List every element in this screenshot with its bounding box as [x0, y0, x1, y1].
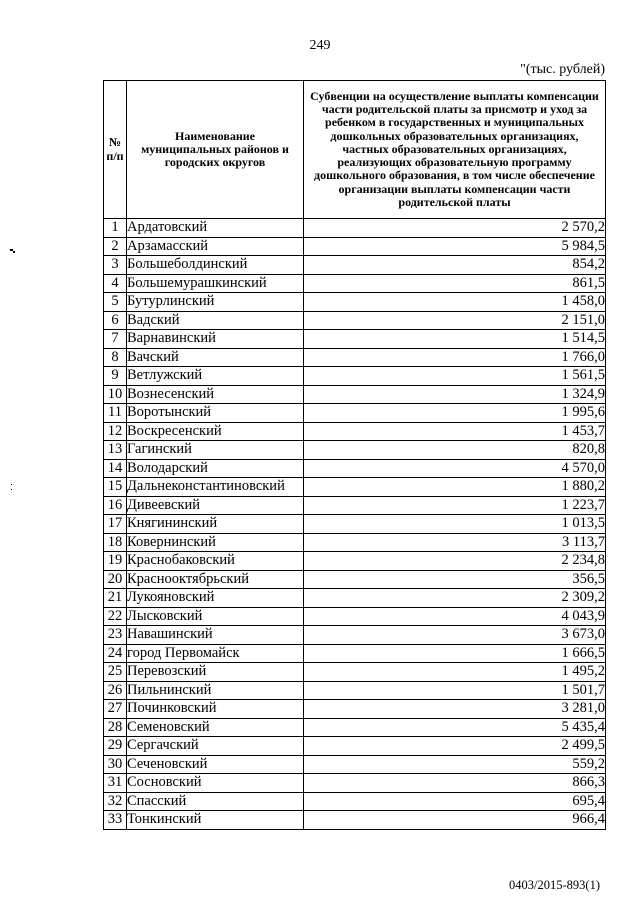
table-row	[104, 533, 606, 552]
table-row	[104, 293, 606, 312]
table-row	[104, 570, 606, 589]
district-name: Вадский	[127, 311, 304, 330]
subsidy-value: 2 309,2	[304, 589, 606, 608]
table-row	[104, 755, 606, 774]
table-row	[104, 496, 606, 515]
district-name: Ковернинский	[127, 533, 304, 552]
table-row	[104, 348, 606, 367]
scan-mark	[11, 489, 12, 490]
district-name: Дивеевский	[127, 496, 304, 515]
row-number: 13	[104, 441, 127, 460]
row-number: 21	[104, 589, 127, 608]
row-number: 9	[104, 367, 127, 386]
subsidy-value: 5 435,4	[304, 718, 606, 737]
subsidy-value: 1 458,0	[304, 293, 606, 312]
district-name: Варнавинский	[127, 330, 304, 349]
subsidy-value: 1 880,2	[304, 478, 606, 497]
subsidy-value: 1 666,5	[304, 644, 606, 663]
row-number: 14	[104, 459, 127, 478]
district-name: Спасский	[127, 792, 304, 811]
row-number: 6	[104, 311, 127, 330]
header-value: Субвенции на осуществление выплаты компенсации части родительской платы за присмотр и уход за ребенком в государственных и муниципальных дошкольных образовательных организациях, частных образовательных организациях, реализующих образовательную программу дошкольного образования, в том числе обеспечение организации выплаты компенсации части родительской платы	[304, 81, 606, 219]
table-row	[104, 441, 606, 460]
district-name: Лысковский	[127, 607, 304, 626]
table-row	[104, 422, 606, 441]
row-number: 27	[104, 700, 127, 719]
district-name: Сеченовский	[127, 755, 304, 774]
row-number: 3	[104, 256, 127, 275]
page-number: 249	[309, 38, 331, 53]
subsidy-value: 3 281,0	[304, 700, 606, 719]
units-note: "(тыс. рублей)	[520, 62, 605, 77]
district-name: Воротынский	[127, 404, 304, 423]
subsidy-value: 1 495,2	[304, 663, 606, 682]
subsidy-value: 4 570,0	[304, 459, 606, 478]
district-name: Большемурашкинский	[127, 274, 304, 293]
district-name: Большеболдинский	[127, 256, 304, 275]
header-num: № п/п	[104, 81, 127, 219]
row-number: 33	[104, 811, 127, 830]
table-row	[104, 219, 606, 238]
subsidy-value: 966,4	[304, 811, 606, 830]
row-number: 8	[104, 348, 127, 367]
scan-mark	[11, 484, 12, 485]
district-name: Бутурлинский	[127, 293, 304, 312]
row-number: 7	[104, 330, 127, 349]
table-row	[104, 515, 606, 534]
table-row	[104, 681, 606, 700]
district-name: Арзамасский	[127, 237, 304, 256]
document-code: 0403/2015-893(1)	[509, 878, 600, 892]
table-row	[104, 256, 606, 275]
row-number: 31	[104, 774, 127, 793]
district-name: Перевозский	[127, 663, 304, 682]
row-number: 22	[104, 607, 127, 626]
row-number: 4	[104, 274, 127, 293]
district-name: Воскресенский	[127, 422, 304, 441]
subsidy-value: 2 151,0	[304, 311, 606, 330]
table-row	[104, 589, 606, 608]
district-name: Сергачский	[127, 737, 304, 756]
district-name: Тонкинский	[127, 811, 304, 830]
row-number: 26	[104, 681, 127, 700]
district-name: Ардатовский	[127, 219, 304, 238]
table-header-row	[104, 81, 606, 219]
district-name: Пильнинский	[127, 681, 304, 700]
table-row	[104, 237, 606, 256]
subsidy-value: 1 223,7	[304, 496, 606, 515]
district-name: Краснобаковский	[127, 552, 304, 571]
subsidy-value: 1 995,6	[304, 404, 606, 423]
table-row	[104, 700, 606, 719]
row-number: 32	[104, 792, 127, 811]
row-number: 30	[104, 755, 127, 774]
row-number: 15	[104, 478, 127, 497]
row-number: 11	[104, 404, 127, 423]
table-row	[104, 459, 606, 478]
table-row	[104, 478, 606, 497]
table-row	[104, 552, 606, 571]
district-name: Володарский	[127, 459, 304, 478]
table-body	[104, 219, 606, 830]
subsidy-value: 1 453,7	[304, 422, 606, 441]
row-number: 1	[104, 219, 127, 238]
table-row	[104, 644, 606, 663]
row-number: 19	[104, 552, 127, 571]
district-name: Вознесенский	[127, 385, 304, 404]
subsidy-value: 2 570,2	[304, 219, 606, 238]
subsidy-value: 1 501,7	[304, 681, 606, 700]
table-row	[104, 367, 606, 386]
row-number: 20	[104, 570, 127, 589]
subsidy-value: 1 324,9	[304, 385, 606, 404]
subsidy-table	[103, 80, 606, 830]
table-row	[104, 792, 606, 811]
district-name: Вачский	[127, 348, 304, 367]
subsidy-value: 3 673,0	[304, 626, 606, 645]
district-name: Краснооктябрьский	[127, 570, 304, 589]
subsidy-value: 2 499,5	[304, 737, 606, 756]
row-number: 18	[104, 533, 127, 552]
row-number: 24	[104, 644, 127, 663]
district-name: Лукояновский	[127, 589, 304, 608]
header-name: Наименование муниципальных районов и городских округов	[127, 81, 304, 219]
district-name: Сосновский	[127, 774, 304, 793]
subsidy-value: 695,4	[304, 792, 606, 811]
table-row	[104, 607, 606, 626]
district-name: Починковский	[127, 700, 304, 719]
subsidy-value: 5 984,5	[304, 237, 606, 256]
subsidy-value: 1 013,5	[304, 515, 606, 534]
table-row	[104, 311, 606, 330]
table-row	[104, 626, 606, 645]
subsidy-value: 861,5	[304, 274, 606, 293]
district-name: Семеновский	[127, 718, 304, 737]
district-name: Дальнеконстантиновский	[127, 478, 304, 497]
district-name: город Первомайск	[127, 644, 304, 663]
table-row	[104, 404, 606, 423]
table-row	[104, 330, 606, 349]
subsidy-value: 866,3	[304, 774, 606, 793]
table-row	[104, 774, 606, 793]
subsidy-value: 559,2	[304, 755, 606, 774]
row-number: 5	[104, 293, 127, 312]
table-row	[104, 274, 606, 293]
subsidy-value: 2 234,8	[304, 552, 606, 571]
row-number: 2	[104, 237, 127, 256]
row-number: 23	[104, 626, 127, 645]
row-number: 12	[104, 422, 127, 441]
row-number: 29	[104, 737, 127, 756]
row-number: 10	[104, 385, 127, 404]
table-row	[104, 385, 606, 404]
subsidy-value: 1 766,0	[304, 348, 606, 367]
district-name: Ветлужский	[127, 367, 304, 386]
district-name: Гагинский	[127, 441, 304, 460]
scan-mark	[13, 251, 15, 253]
subsidy-value: 854,2	[304, 256, 606, 275]
subsidy-value: 4 043,9	[304, 607, 606, 626]
subsidy-value: 3 113,7	[304, 533, 606, 552]
row-number: 16	[104, 496, 127, 515]
row-number: 25	[104, 663, 127, 682]
subsidy-value: 1 514,5	[304, 330, 606, 349]
district-name: Навашинский	[127, 626, 304, 645]
table-row	[104, 811, 606, 830]
table-row	[104, 718, 606, 737]
row-number: 28	[104, 718, 127, 737]
subsidy-value: 1 561,5	[304, 367, 606, 386]
district-name: Княгининский	[127, 515, 304, 534]
subsidy-value: 820,8	[304, 441, 606, 460]
subsidy-value: 356,5	[304, 570, 606, 589]
row-number: 17	[104, 515, 127, 534]
table-row	[104, 663, 606, 682]
table-row	[104, 737, 606, 756]
